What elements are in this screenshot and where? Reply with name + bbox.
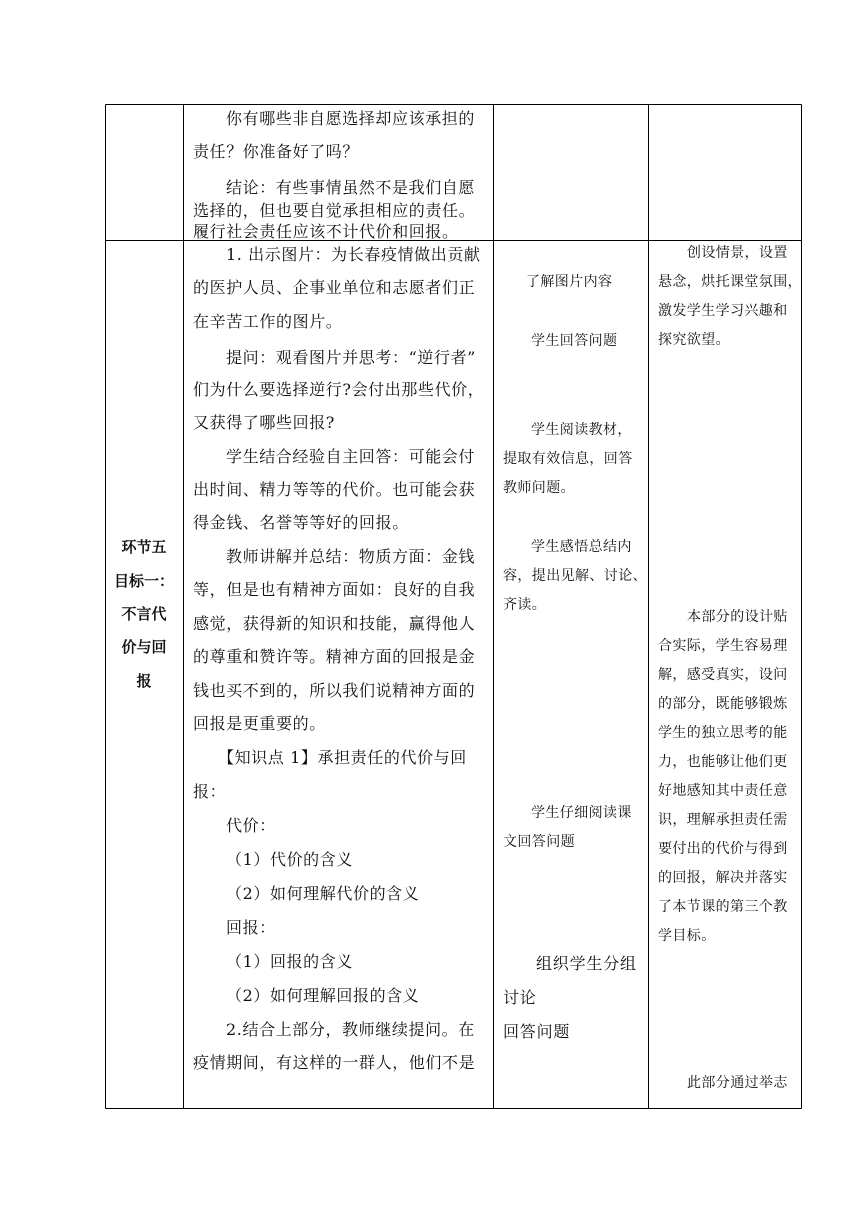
row2-col2-line: 代价： [226,816,276,835]
design-intent-line: 的部分，既能够锻炼 [658,696,788,712]
row2-col2-line: 在辛苦工作的图片。 [193,312,343,331]
student-activity-line: 了解图片内容 [526,274,613,290]
row2-col2-line: （1）代价的含义 [226,850,353,869]
row2-col2-line: 感觉，获得新的知识和技能，赢得他人 [193,614,476,633]
row2-col2-line: 回报： [226,918,276,937]
design-intent-line: 创设情景，设置 [687,245,788,261]
row2-col2-line: （2）如何理解回报的含义 [226,986,420,1005]
design-intent-line: 好地感知其中责任意 [658,783,788,799]
student-activity-line: 提取有效信息，回答 [503,451,633,467]
student-activity-line: 讨论 [503,988,537,1007]
section-label-line: 价与回 [121,638,167,656]
row1-col2-line: 责任？你准备好了吗？ [193,142,360,161]
design-intent-line: 此部分通过举志 [687,1075,788,1091]
design-intent-line: 解，感受真实，设问 [658,667,788,683]
row2-col2-line: 又获得了哪些回报? [193,413,335,432]
student-activity-line: 文回答问题 [503,834,575,850]
design-intent-line: 探究欲望。 [658,332,730,348]
student-activity-line: 齐读。 [503,597,547,613]
design-intent-line: 要付出的代价与得到 [658,841,788,857]
row2-col2-line: 的尊重和赞许等。精神方面的回报是金 [193,647,476,666]
design-intent-line: 合实际，学生容易理 [658,638,788,654]
row2-col2-line: 得金钱、名誉等等好的回报。 [193,513,409,532]
student-activity-line: 回答问题 [503,1022,571,1041]
row2-col2-line: 出时间、精力等等的代价。也可能会获 [193,480,476,499]
student-activity-line: 组织学生分组 [536,954,637,973]
design-intent-line: 力，也能够让他们更 [658,754,788,770]
row2-col2-line: 钱也买不到的，所以我们说精神方面的 [193,681,476,700]
design-intent-line: 激发学生学习兴趣和 [658,303,788,319]
row1-col2-line: 选择的，但也要自觉承担相应的责任。 [193,201,476,220]
student-activity-line: 学生阅读教材， [531,422,632,438]
student-activity-line: 学生感悟总结内 [531,539,632,555]
row2-col2-line: 疫情期间，有这样的一群人，他们不是 [193,1053,476,1072]
design-intent-line: 的回报，解决并落实 [658,870,788,886]
student-activity-line: 学生回答问题 [531,333,618,349]
row2-col2-line: 教师讲解并总结：物质方面：金钱 [226,547,476,566]
student-activity-line: 学生仔细阅读课 [531,805,632,821]
student-activity-line: 教师问题。 [503,480,575,496]
row1-col2-line: 履行社会责任应该不计代价和回报。 [193,222,459,241]
design-intent-line: 本部分的设计贴 [687,609,788,625]
row2-col2-line: 们为什么要选择逆行?会付出那些代价， [193,380,485,399]
row2-col2-line: （2）如何理解代价的含义 [226,884,420,903]
row2-col2-line: （1）回报的含义 [226,952,353,971]
row2-col2-line: 【知识点 1】承担责任的代价与回 [218,748,467,767]
section-label-line: 不言代 [121,605,167,623]
row1-col2-line: 结论：有些事情虽然不是我们自愿 [226,178,476,197]
section-label-line: 目标一： [113,572,174,590]
row2-col2-line: 提问：观看图片并思考：“逆行者” [226,348,476,367]
design-intent-line: 学目标。 [658,928,716,944]
row2-col2-line: 报： [193,782,227,801]
row2-col2-line: 学生结合经验自主回答：可能会付 [226,447,476,466]
design-intent-line: 识，理解承担责任需 [658,812,788,828]
row2-col2-line: 回报是更重要的。 [193,714,326,733]
row2-col2-line: 2.结合上部分，教师继续提问。在 [226,1020,475,1039]
student-activity-line: 容，提出见解、讨论、 [503,568,647,584]
section-label-line: 环节五 [121,538,167,556]
row2-col2-line: 的医护人员、企事业单位和志愿者们正 [193,278,476,297]
section-label-line: 报 [136,672,152,690]
design-intent-line: 了本节课的第三个教 [658,899,788,915]
row2-col2-line: 等，但是也有精神方面如：良好的自我 [193,580,476,599]
row2-col2-line: 1. 出示图片：为长春疫情做出贡献 [226,245,481,264]
design-intent-line: 学生的独立思考的能 [658,725,788,741]
design-intent-line: 悬念，烘托课堂氛围， [658,274,802,290]
row1-col2-line: 你有哪些非自愿选择却应该承担的 [226,109,476,128]
